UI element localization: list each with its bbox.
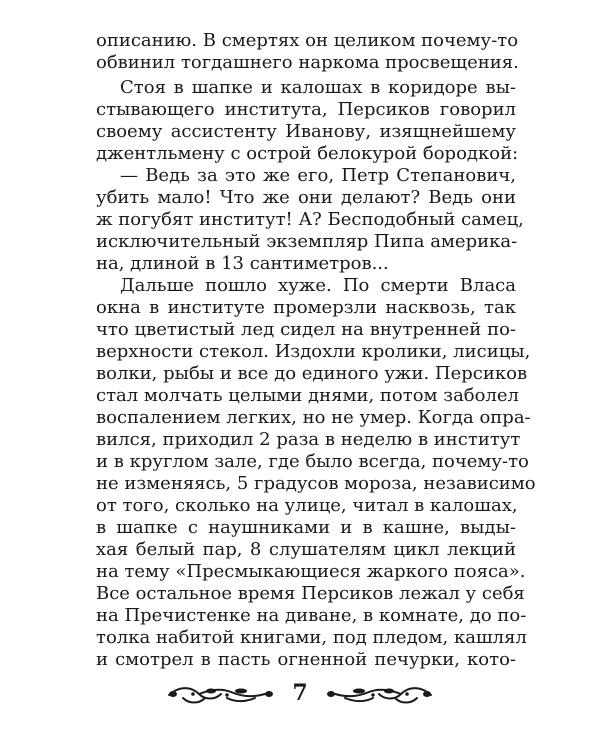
text-line: Стоя в шапке и калошах в коридоре вы- — [120, 77, 516, 98]
text-line: хая белый пар, 8 слушателям цикл лекций — [96, 539, 516, 560]
text-line: и смотрел в пасть огненной печурки, кото- — [96, 649, 516, 670]
text-line: — Ведь за это же его, Петр Степанович, — [120, 165, 516, 186]
text-line: Все остальное время Персиков лежал у себя — [96, 583, 525, 604]
text-line: не изменяясь, 5 градусов мороза, независимо — [96, 473, 536, 494]
text-line: джентльмену с острой белокурой бородкой: — [96, 143, 519, 164]
text-line: на, длиной в 13 сантиметров... — [96, 253, 389, 274]
text-line: от того, сколько на улице, читал в калошах, — [96, 495, 518, 516]
page-footer — [165, 676, 435, 712]
text-line: ж погубят институт! А? Бесподобный самец, — [96, 209, 524, 230]
text-line: стал молчать целыми днями, потом заболел — [96, 385, 519, 406]
decorative-flourish-icon — [325, 682, 435, 706]
page-number: 7 — [292, 680, 308, 706]
text-line: на тему «Пресмыкающиеся жаркого пояса». — [96, 561, 526, 582]
text-line: воспалением легких, но не умер. Когда опра- — [96, 407, 531, 428]
text-line: что цветистый лед сидел на внутренней по- — [96, 319, 516, 340]
text-line: Дальше пошло хуже. По смерти Власа — [120, 275, 516, 296]
text-line: верхности стекол. Издохли кролики, лисицы, — [96, 341, 531, 362]
text-line: описанию. В смертях он целиком почему-то — [96, 30, 519, 51]
text-line: своему ассистенту Иванову, изящнейшему — [96, 121, 516, 142]
text-line: на Пречистенке на диване, в комнате, до по- — [96, 605, 527, 626]
text-line: в шапке с наушниками и в кашне, выды- — [96, 517, 516, 538]
text-line: вился, приходил 2 раза в неделю в институт — [96, 429, 521, 450]
text-line: исключительный экземпляр Пипа америка- — [96, 231, 518, 252]
text-line: убить мало! Что же они делают? Ведь они — [96, 187, 516, 208]
text-line: и в круглом зале, где было всегда, почему-то — [96, 451, 529, 472]
body-text — [96, 30, 536, 671]
text-line: волки, рыбы и все до единого ужи. Персиков — [96, 363, 528, 384]
text-line: обвинил тогдашнего наркома просвещения. — [96, 52, 519, 73]
text-line: толка набитой книгами, под пледом, кашлял — [96, 627, 527, 648]
text-line: стывающего института, Персиков говорил — [96, 99, 516, 120]
text-line: окна в институте промерзли насквозь, так — [96, 297, 516, 318]
